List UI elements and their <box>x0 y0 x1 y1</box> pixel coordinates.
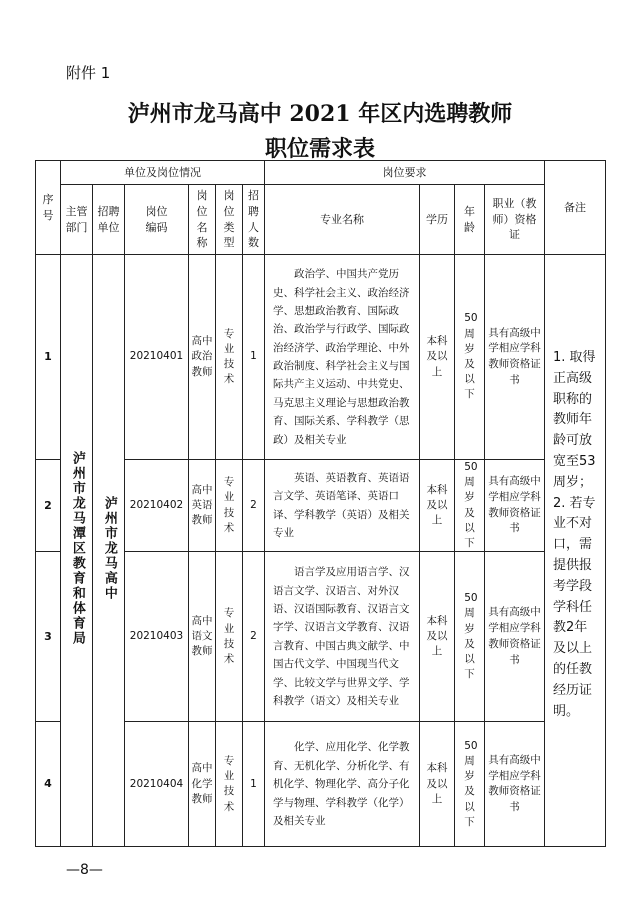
header-remark: 备注 <box>545 161 606 255</box>
header-pos-type: 岗位类型 <box>216 185 243 255</box>
table-row <box>36 255 606 460</box>
job-requirements-table <box>35 160 606 847</box>
unit-cell <box>93 255 125 847</box>
row-seq: 1 <box>36 255 61 460</box>
remark-item: 1. 取得正高级职称的教师年龄可放宽至53周岁； <box>553 350 596 490</box>
header-dept: 主管部门 <box>61 185 93 255</box>
header-cert: 职业（教师）资格证 <box>485 185 545 255</box>
row-pos-type: 专业技术 <box>216 255 243 460</box>
row-seq: 3 <box>36 552 61 722</box>
row-code: 20210403 <box>125 552 189 722</box>
row-code: 20210404 <box>125 722 189 847</box>
row-edu: 本科及以上 <box>420 255 455 460</box>
header-edu: 学历 <box>420 185 455 255</box>
row-edu: 本科及以上 <box>420 552 455 722</box>
row-major: 化学、应用化学、化学教育、无机化学、分析化学、有机化学、物理化学、高分子化学与物理、学科教学（化学）及相关专业 <box>265 722 420 847</box>
row-seq: 2 <box>36 460 61 552</box>
dept-value: 泸州市龙马潭区教育和体育局 <box>69 450 85 646</box>
row-count: 2 <box>243 460 265 552</box>
row-cert: 具有高级中学相应学科教师资格证书 <box>485 552 545 722</box>
row-major: 政治学、中国共产党历史、科学社会主义、政治经济学、思想政治教育、国际政治、政治学与行政学、国际政治经济学、政治学理论、中外政治制度、科学社会主义与国际共产主义运动、中共党史、马克思主义理论与思想政治教育、国际关系、学科教学（思政）及相关专业 <box>265 255 420 460</box>
row-pos-type: 专业技术 <box>216 460 243 552</box>
header-count: 招聘人数 <box>243 185 265 255</box>
row-edu: 本科及以上 <box>420 722 455 847</box>
row-major: 英语、英语教育、英语语言文学、英语笔译、英语口译、学科教学（英语）及相关专业 <box>265 460 420 552</box>
remarks-cell <box>545 255 606 847</box>
row-pos-name: 高中语文教师 <box>189 552 216 722</box>
header-req-group: 岗位要求 <box>265 161 545 185</box>
page-subtitle: 职位需求表 <box>264 136 375 162</box>
row-age: 50周岁及以下 <box>455 722 485 847</box>
dept-cell <box>61 255 93 847</box>
row-cert: 具有高级中学相应学科教师资格证书 <box>485 460 545 552</box>
page-number: —8— <box>66 862 103 878</box>
row-count: 2 <box>243 552 265 722</box>
row-code: 20210401 <box>125 255 189 460</box>
row-code: 20210402 <box>125 460 189 552</box>
row-age: 50周岁及以下 <box>455 460 485 552</box>
header-code: 岗位编码 <box>125 185 189 255</box>
header-pos-name: 岗位名称 <box>189 185 216 255</box>
row-edu: 本科及以上 <box>420 460 455 552</box>
row-pos-name: 高中英语教师 <box>189 460 216 552</box>
row-pos-type: 专业技术 <box>216 552 243 722</box>
remark-item: 2. 若专业不对口，需提供报考学段学科任教2年及以上的任教经历证明。 <box>553 495 596 719</box>
row-major: 语言学及应用语言学、汉语言文学、汉语言、对外汉语、汉语国际教育、汉语言文字学、汉语言文学教育、汉语言教育、中国古典文献学、中国古代文学、中国现当代文学、比较文学与世界文学、学科教学（语文）及相关专业 <box>265 552 420 722</box>
unit-value: 泸州市龙马高中 <box>101 495 117 601</box>
header-seq: 序号 <box>36 161 61 255</box>
row-age: 50周岁及以下 <box>455 552 485 722</box>
row-pos-name: 高中化学教师 <box>189 722 216 847</box>
row-count: 1 <box>243 722 265 847</box>
row-pos-name: 高中政治教师 <box>189 255 216 460</box>
row-cert: 具有高级中学相应学科教师资格证书 <box>485 722 545 847</box>
attachment-label: 附件 1 <box>66 64 111 82</box>
header-unit: 招聘单位 <box>93 185 125 255</box>
header-age: 年龄 <box>455 185 485 255</box>
header-major: 专业名称 <box>265 185 420 255</box>
row-seq: 4 <box>36 722 61 847</box>
row-count: 1 <box>243 255 265 460</box>
page-title: 泸州市龙马高中 2021 年区内选聘教师 <box>127 101 513 127</box>
row-cert: 具有高级中学相应学科教师资格证书 <box>485 255 545 460</box>
row-age: 50周岁及以下 <box>455 255 485 460</box>
row-pos-type: 专业技术 <box>216 722 243 847</box>
header-unit-group: 单位及岗位情况 <box>61 161 265 185</box>
